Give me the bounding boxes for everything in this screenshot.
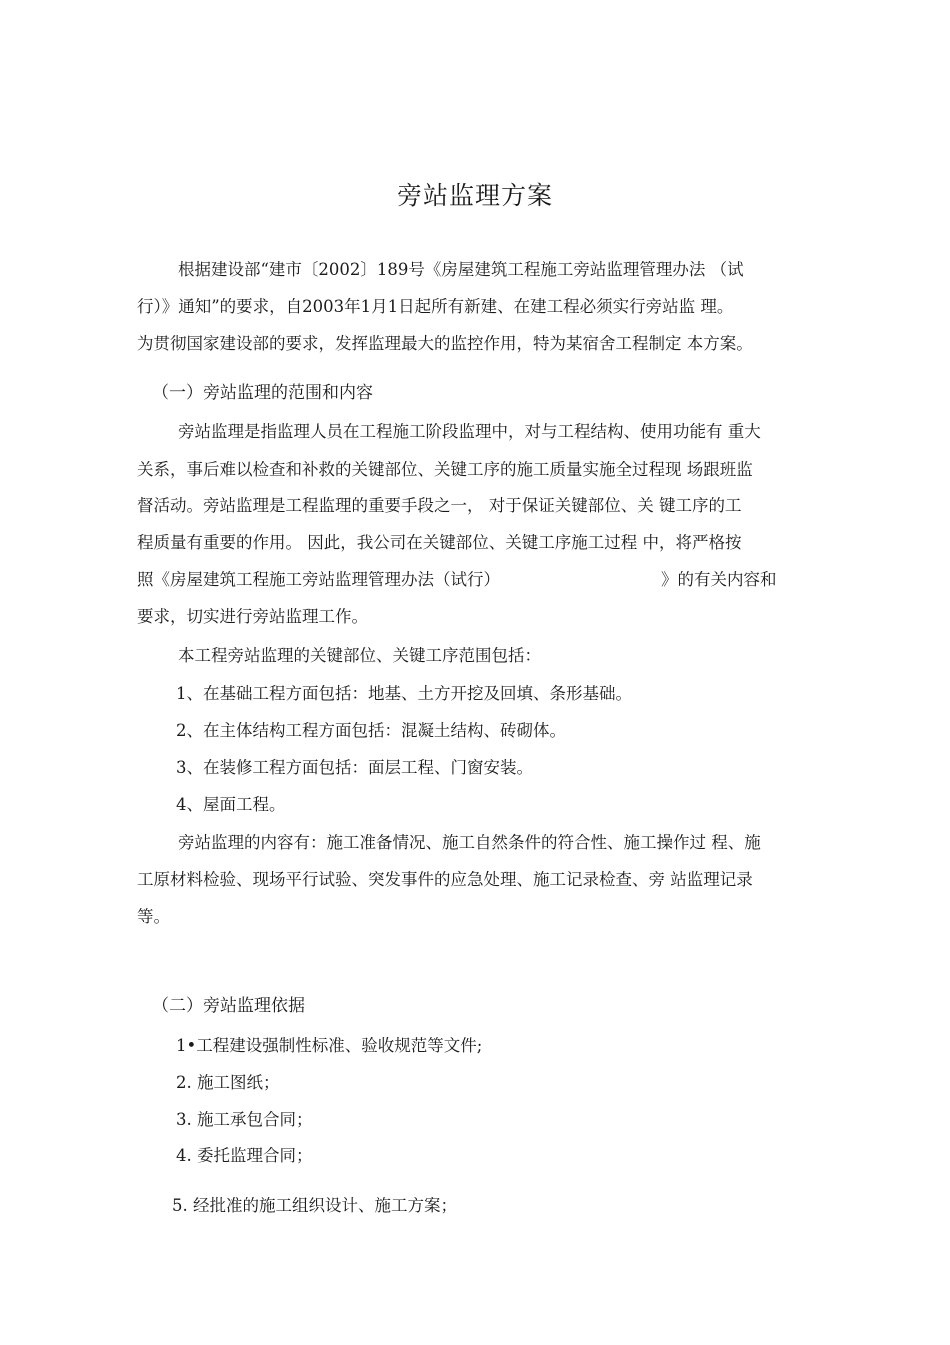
basis-item-3: 3. 施工承包合同；	[176, 1110, 313, 1129]
section2-heading: （二）旁站监理依据	[152, 996, 305, 1016]
section1-para-line-3: 督活动。旁站监理是工程监理的重要手段之一， 对于保证关键部位、关 键工序的工	[137, 496, 742, 515]
content-line-3: 等。	[137, 907, 170, 926]
intro-line-3: 为贯彻国家建设部的要求，发挥监理最大的监控作用，特为某宿舍工程制定 本方案。	[137, 334, 753, 353]
scope-item-4: 4、屋面工程。	[176, 795, 286, 814]
document-title: 旁站监理方案	[396, 181, 553, 210]
intro-line-2: 行）》通知”的要求，自2003年1月1日起所有新建、在建工程必须实行旁站监 理。	[137, 297, 734, 316]
scope-item-2: 2、在主体结构工程方面包括：混凝土结构、砖砌体。	[176, 721, 566, 740]
section1-para-line-1: 旁站监理是指监理人员在工程施工阶段监理中，对与工程结构、使用功能有 重大	[178, 422, 761, 441]
section1-heading: （一）旁站监理的范围和内容	[152, 383, 373, 403]
scope-intro: 本工程旁站监理的关键部位、关键工序范围包括：	[178, 646, 541, 665]
intro-line-1: 根据建设部“建市〔2002〕189号《房屋建筑工程施工旁站监理管理办法 （试	[178, 260, 744, 279]
basis-item-2: 2. 施工图纸；	[176, 1073, 280, 1092]
section1-para-line-5b: 》的有关内容和	[661, 570, 777, 589]
scope-item-3: 3、在装修工程方面包括：面层工程、门窗安装。	[176, 758, 533, 777]
section1-para-line-6: 要求，切实进行旁站监理工作。	[137, 607, 368, 626]
basis-item-4: 4. 委托监理合同；	[176, 1146, 313, 1165]
section1-para-line-4: 程质量有重要的作用。 因此，我公司在关键部位、关键工序施工过程 中，将严格按	[137, 533, 742, 552]
content-line-1: 旁站监理的内容有：施工准备情况、施工自然条件的符合性、施工操作过 程、施	[178, 833, 761, 852]
section1-para-line-2: 关系，事后难以检查和补救的关键部位、关键工序的施工质量实施全过程现 场跟班监	[137, 460, 753, 479]
section1-para-line-5a: 照《房屋建筑工程施工旁站监理管理办法（试行）	[137, 570, 500, 589]
basis-item-1: 1•工程建设强制性标准、验收规范等文件;	[176, 1036, 483, 1055]
basis-item-5: 5. 经批准的施工组织设计、施工方案；	[172, 1196, 457, 1215]
content-line-2: 工原材料检验、现场平行试验、突发事件的应急处理、施工记录检查、旁 站监理记录	[137, 870, 753, 889]
scope-item-1: 1、在基础工程方面包括：地基、土方开挖及回填、条形基础。	[176, 684, 632, 703]
